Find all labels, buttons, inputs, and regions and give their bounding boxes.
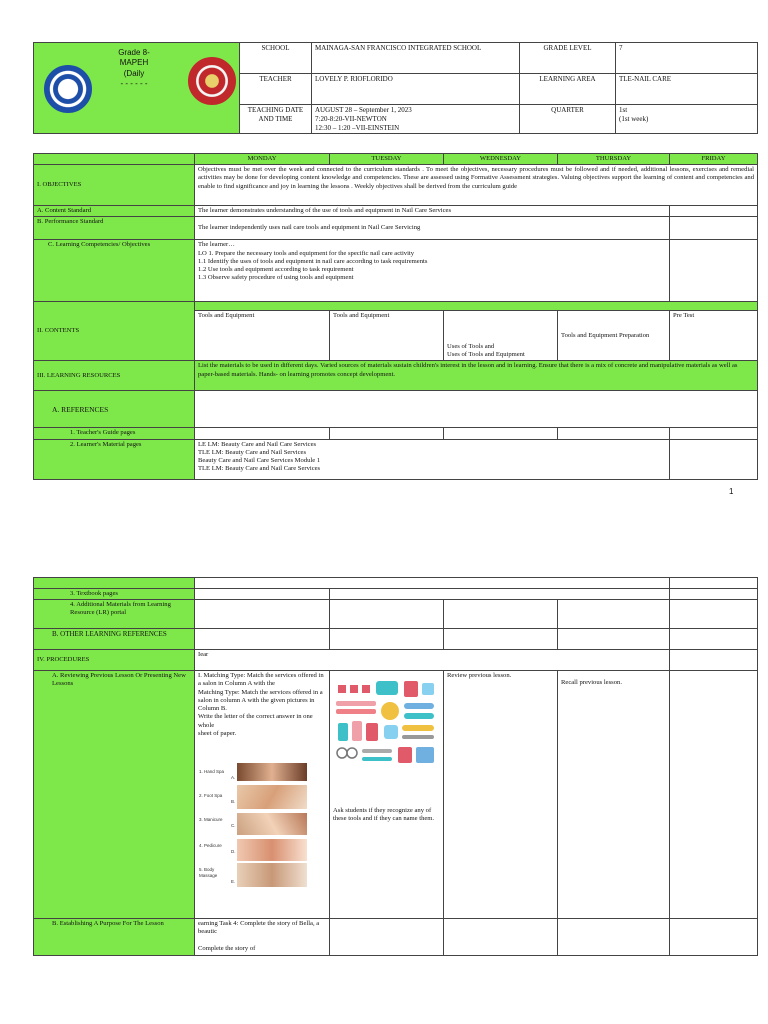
match-item: 5. Body Massage (199, 867, 218, 878)
reviewing-label: A. Reviewing Previous Lesson Or Presenting New Lessons (34, 671, 195, 919)
contents-wed-line: Uses of Tools and (447, 343, 495, 350)
empty-cell (330, 589, 670, 600)
contents-mon: Tools and Equipment (195, 311, 330, 361)
empty-cell (670, 671, 758, 919)
performance-standard: The learner independently uses nail care tools and equipment in Nail Care Servicing (195, 217, 670, 240)
empty-cell (330, 600, 444, 629)
reviewing-tue (330, 671, 444, 919)
learning-area-label: LEARNING AREA (520, 74, 616, 105)
contents-fri: Pre Test (670, 311, 758, 361)
main-table (33, 153, 758, 480)
empty-cell (195, 391, 758, 428)
empty-cell (330, 919, 444, 956)
learning-area-value: TLE-NAIL CARE (616, 74, 758, 105)
competencies (195, 240, 670, 302)
page-number: 1 (729, 487, 734, 496)
empty-cell (330, 428, 444, 439)
deped-seal-icon (44, 65, 92, 113)
date-label: TEACHING DATE AND TIME (240, 105, 312, 134)
logo-cell (34, 43, 240, 134)
school-label: SCHOOL (240, 43, 312, 74)
quarter-number: 1st (619, 106, 628, 114)
daily-label: (Daily (123, 68, 145, 78)
competency-line: 1.1 Identify the uses of tools and equipment in nail care according to task requirements (198, 257, 428, 265)
foot-spa-photo-icon (237, 785, 307, 809)
hand-spa-photo-icon (237, 763, 307, 781)
competencies-label: C. Learning Competencies/ Objectives (34, 240, 195, 302)
grade-level-value: 7 (616, 43, 758, 74)
content-standard-label: A. Content Standard (34, 206, 195, 217)
content-standard: The learner demonstrates understanding of the use of tools and equipment in Nail Care Services (195, 206, 670, 217)
lm-line: Beauty Care and Nail Care Services Module 1 (198, 457, 321, 465)
massage-photo-icon (237, 863, 307, 887)
day-tuesday: TUESDAY (330, 154, 444, 165)
resources-label: III. LEARNING RESOURCES (34, 361, 195, 391)
lm-line: TLE LM: Beauty Care and Nail Services (198, 448, 307, 456)
teacher-label: TEACHER (240, 74, 312, 105)
reviewing-line: sheet of paper. (198, 729, 237, 737)
subject-label: MAPEH (119, 58, 149, 68)
header-table (33, 42, 758, 134)
competency-line: 1.2 Use tools and equipment according to task requirement (198, 266, 354, 274)
empty-cell (195, 600, 330, 629)
textbook-label: 3. Textbook pages (34, 589, 195, 600)
empty-cell (195, 428, 330, 439)
resources-text: List the materials to be used in different days. Varied sources of materials sustain children's interest in the lesson and in learning. Ensure that there is a mix of concrete and manipulative materials as well as paper-based materials. Hands- on learning promotes concept development. (195, 361, 758, 391)
pedicure-photo-icon (237, 839, 307, 861)
empty-cell (670, 919, 758, 956)
other-references-label: B. OTHER LEARNING REFERENCES (34, 629, 195, 650)
date-value (312, 105, 520, 134)
procedures-note: Iear (195, 650, 670, 671)
match-item: 1. Hand Spa (199, 769, 225, 775)
empty-cell (195, 578, 670, 589)
match-item: 2. Foot Spa (199, 793, 223, 799)
match-letter: D. (231, 849, 236, 855)
match-item: 4. Pedicure (199, 843, 222, 849)
contents-thu: Tools and Equipment Preparation (558, 311, 670, 361)
reviewing-mon (195, 671, 330, 919)
tg-label: 1. Teacher's Guide pages (34, 428, 195, 439)
establishing-line: Complete the story of (198, 944, 256, 952)
contents-band (195, 302, 758, 311)
objectives-label: I. OBJECTIVES (34, 165, 195, 206)
empty-cell (670, 600, 758, 629)
empty-cell (670, 578, 758, 589)
competency-line: The learner… (198, 241, 235, 249)
reviewing-thu: Recall previous lesson. (558, 671, 670, 919)
empty-cell (558, 629, 670, 650)
additional-label: 4. Additional Materials from Learning Resource (LR) portal (34, 600, 195, 629)
contents-wed-line: Uses of Tools and Equipment (447, 351, 525, 359)
reviewing-line: Write the letter of the correct answer in one whole (198, 713, 313, 729)
procedures-table (33, 577, 758, 956)
day-thursday: THURSDAY (558, 154, 670, 165)
quarter-value (616, 105, 758, 134)
empty-cell (34, 578, 195, 589)
lm-list (195, 439, 670, 479)
reviewing-line: Matching Type: Match the services offered in a salon in column A with the given pictures in Column B. (198, 688, 323, 713)
empty-cell (195, 589, 330, 600)
date-line: AUGUST 28 – September 1, 2023 (315, 106, 412, 114)
objectives-text: Objectives must be met over the week and connected to the curriculum standards . To meet the objectives, necessary procedures must be followed and if needed, additional lessons, exercises and remedial activities may be done for developing content knowledge and competencies. These are assessed using Formative Assessment strategies. Valuing objectives support the learning of content and competencies and enable to find significance and joy in learning the lessons . Weekly objectives shall be derived from the curriculum guide (195, 165, 758, 206)
references-label: A. REFERENCES (34, 391, 195, 428)
empty-cell (670, 206, 758, 217)
grade-label: Grade 8- (118, 48, 150, 57)
empty-cell (670, 629, 758, 650)
match-item: 3. Manicure (199, 817, 223, 823)
teacher-value: LOVELY P. RIOFLORIDO (312, 74, 520, 105)
empty-cell (444, 629, 558, 650)
empty-cell (670, 240, 758, 302)
empty-cell (670, 589, 758, 600)
daily-cont: - - - - - - (120, 79, 148, 89)
matching-pictures (199, 763, 309, 889)
lm-line: LE LM: Beauty Care and Nail Care Services (198, 440, 317, 448)
empty-cell (558, 600, 670, 629)
match-letter: A. (231, 775, 236, 781)
competency-line: 1.3 Observe safety procedure of using tools and equipment (198, 274, 354, 282)
contents-tue: Tools and Equipment (330, 311, 444, 361)
empty-cell (670, 439, 758, 479)
day-friday: FRIDAY (670, 154, 758, 165)
day-wednesday: WEDNESDAY (444, 154, 558, 165)
reviewing-line: I. Matching Type: Match the services offered in a salon in Column A with the (198, 672, 324, 688)
empty-cell (670, 650, 758, 671)
contents-label: II. CONTENTS (34, 302, 195, 361)
procedures-label: IV. PROCEDURES (34, 650, 195, 671)
date-line: 12:30 – 1:20 –VII-EINSTEIN (315, 123, 400, 132)
match-letter: B. (231, 799, 236, 805)
quarter-label: QUARTER (520, 105, 616, 134)
establishing-mon (195, 919, 330, 956)
empty-cell (670, 217, 758, 240)
match-letter: E. (231, 879, 236, 885)
lm-label: 2. Learner's Material pages (34, 439, 195, 479)
date-line: 7:20-8:20-VII-NEWTON (315, 114, 387, 123)
empty-cell (195, 629, 330, 650)
quarter-week: (1st week) (619, 114, 649, 123)
performance-standard-label: B. Performance Standard (34, 217, 195, 240)
lm-line: TLE LM: Beauty Care and Nail Care Services (198, 465, 321, 473)
empty-cell (558, 428, 670, 439)
reviewing-tue-text: Ask students if they recognize any of these tools and if they can name them. (333, 807, 435, 823)
grade-level-label: GRADE LEVEL (520, 43, 616, 74)
establishing-line: earning Task 4: Complete the story of Bella, a beautic (198, 920, 320, 936)
reviewing-wed: Review previous lesson. (444, 671, 558, 919)
empty-cell (444, 919, 558, 956)
empty-cell (558, 919, 670, 956)
school-seal-icon (188, 57, 236, 105)
competency-line: LO 1. Prepare the necessary tools and equipment for the specific nail care activity (198, 249, 415, 257)
manicure-photo-icon (237, 813, 307, 835)
empty-cell (444, 600, 558, 629)
match-letter: C. (231, 823, 236, 829)
empty-cell (444, 428, 558, 439)
school-value: MAINAGA-SAN FRANCISCO INTEGRATED SCHOOL (312, 43, 520, 74)
day-monday: MONDAY (195, 154, 330, 165)
empty-cell (670, 428, 758, 439)
blank-head (34, 154, 195, 165)
empty-cell (330, 629, 444, 650)
establishing-label: B. Establishing A Purpose For The Lesson (34, 919, 195, 956)
contents-wed (444, 311, 558, 361)
nail-tools-illustration-icon (332, 677, 440, 769)
